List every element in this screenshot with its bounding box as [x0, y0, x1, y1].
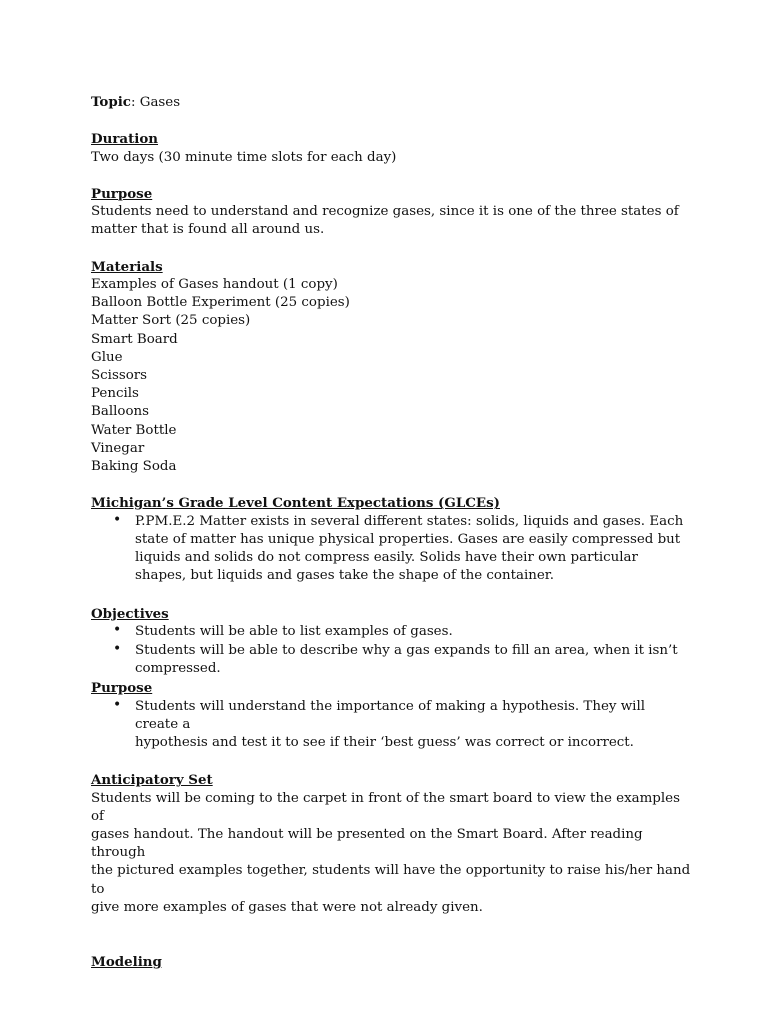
- bullet-icon: •: [113, 641, 122, 658]
- glces-line-1: P.PM.E.2 Matter exists in several different states: solids, liquids and gases. Each: [135, 513, 684, 529]
- list-item: Balloons: [91, 404, 150, 420]
- topic-value: Gases: [139, 95, 181, 110]
- duration-text: Two days (30 minute time slots for each day): [91, 149, 397, 165]
- objective-2-line-1: Students will be able to describe why a gas expands to fill an area, when it isn’t: [135, 643, 678, 659]
- glces-line-3: liquids and solids do not compress easily. Solids have their own particular: [135, 550, 638, 566]
- list-item: Glue: [91, 349, 123, 365]
- glces-heading: Michigan’s Grade Level Content Expectations (GLCEs): [91, 495, 500, 512]
- objectives-list: [91, 623, 691, 679]
- list-item: Smart Board: [91, 331, 178, 347]
- list-item: Examples of Gases handout (1 copy): [91, 276, 338, 292]
- topic-colon: :: [130, 95, 140, 110]
- list-item: Scissors: [91, 368, 148, 383]
- anticipatory-line-3: the pictured examples together, students will have the opportunity to raise his/her hand to: [91, 863, 691, 897]
- materials-list: [91, 276, 691, 476]
- anticipatory-line-4: give more examples of gases that were not already given.: [91, 899, 483, 915]
- list-item: Matter Sort (25 copies): [91, 313, 251, 329]
- list-item: Pencils: [91, 386, 139, 402]
- list-item: Baking Soda: [91, 459, 177, 475]
- list-item: [113, 641, 691, 678]
- anticipatory-heading: Anticipatory Set: [91, 772, 213, 789]
- topic-label: Topic: [91, 94, 131, 110]
- glces-list: [91, 513, 691, 586]
- modeling-heading: Modeling: [91, 954, 162, 971]
- purpose-2-line-2: hypothesis and test it to see if their ‘best guess’ was correct or incorrect.: [135, 735, 634, 751]
- list-item: [113, 696, 691, 753]
- bullet-icon: •: [113, 696, 122, 713]
- glces-line-2: state of matter has unique physical properties. Gases are easily compressed but: [135, 531, 681, 547]
- purpose-line-1: Students need to understand and recognize gases, since it is one of the three states of: [91, 204, 679, 220]
- list-item: Balloon Bottle Experiment (25 copies): [91, 295, 350, 311]
- purpose-line-2: matter that is found all around us.: [91, 222, 325, 238]
- anticipatory-line-1: Students will be coming to the carpet in front of the smart board to view the examples of: [91, 790, 680, 824]
- bullet-icon: •: [113, 621, 122, 638]
- topic-line: [91, 93, 691, 112]
- list-item: Vinegar: [91, 440, 145, 456]
- duration-heading: Duration: [91, 131, 159, 148]
- purpose-heading: Purpose: [91, 185, 153, 202]
- objective-2-line-2: compressed.: [135, 661, 221, 677]
- list-item: [113, 511, 691, 586]
- glces-line-4: shapes, but liquids and gases take the shape of the container.: [135, 568, 554, 584]
- list-item: Water Bottle: [91, 422, 177, 438]
- list-item: [113, 621, 691, 641]
- bullet-icon: •: [113, 511, 122, 528]
- materials-heading: Materials: [91, 258, 163, 275]
- document-page: [91, 93, 691, 971]
- anticipatory-line-2: gases handout. The handout will be presented on the Smart Board. After reading through: [91, 827, 643, 861]
- objectives-heading: Objectives: [91, 605, 169, 622]
- purpose-2-line-1: Students will understand the importance of making a hypothesis. They will create a: [135, 698, 646, 732]
- objective-1-line-1: Students will be able to list examples of gases.: [135, 623, 453, 639]
- purpose-2-list: [91, 698, 691, 753]
- purpose-2-heading: Purpose: [91, 680, 153, 697]
